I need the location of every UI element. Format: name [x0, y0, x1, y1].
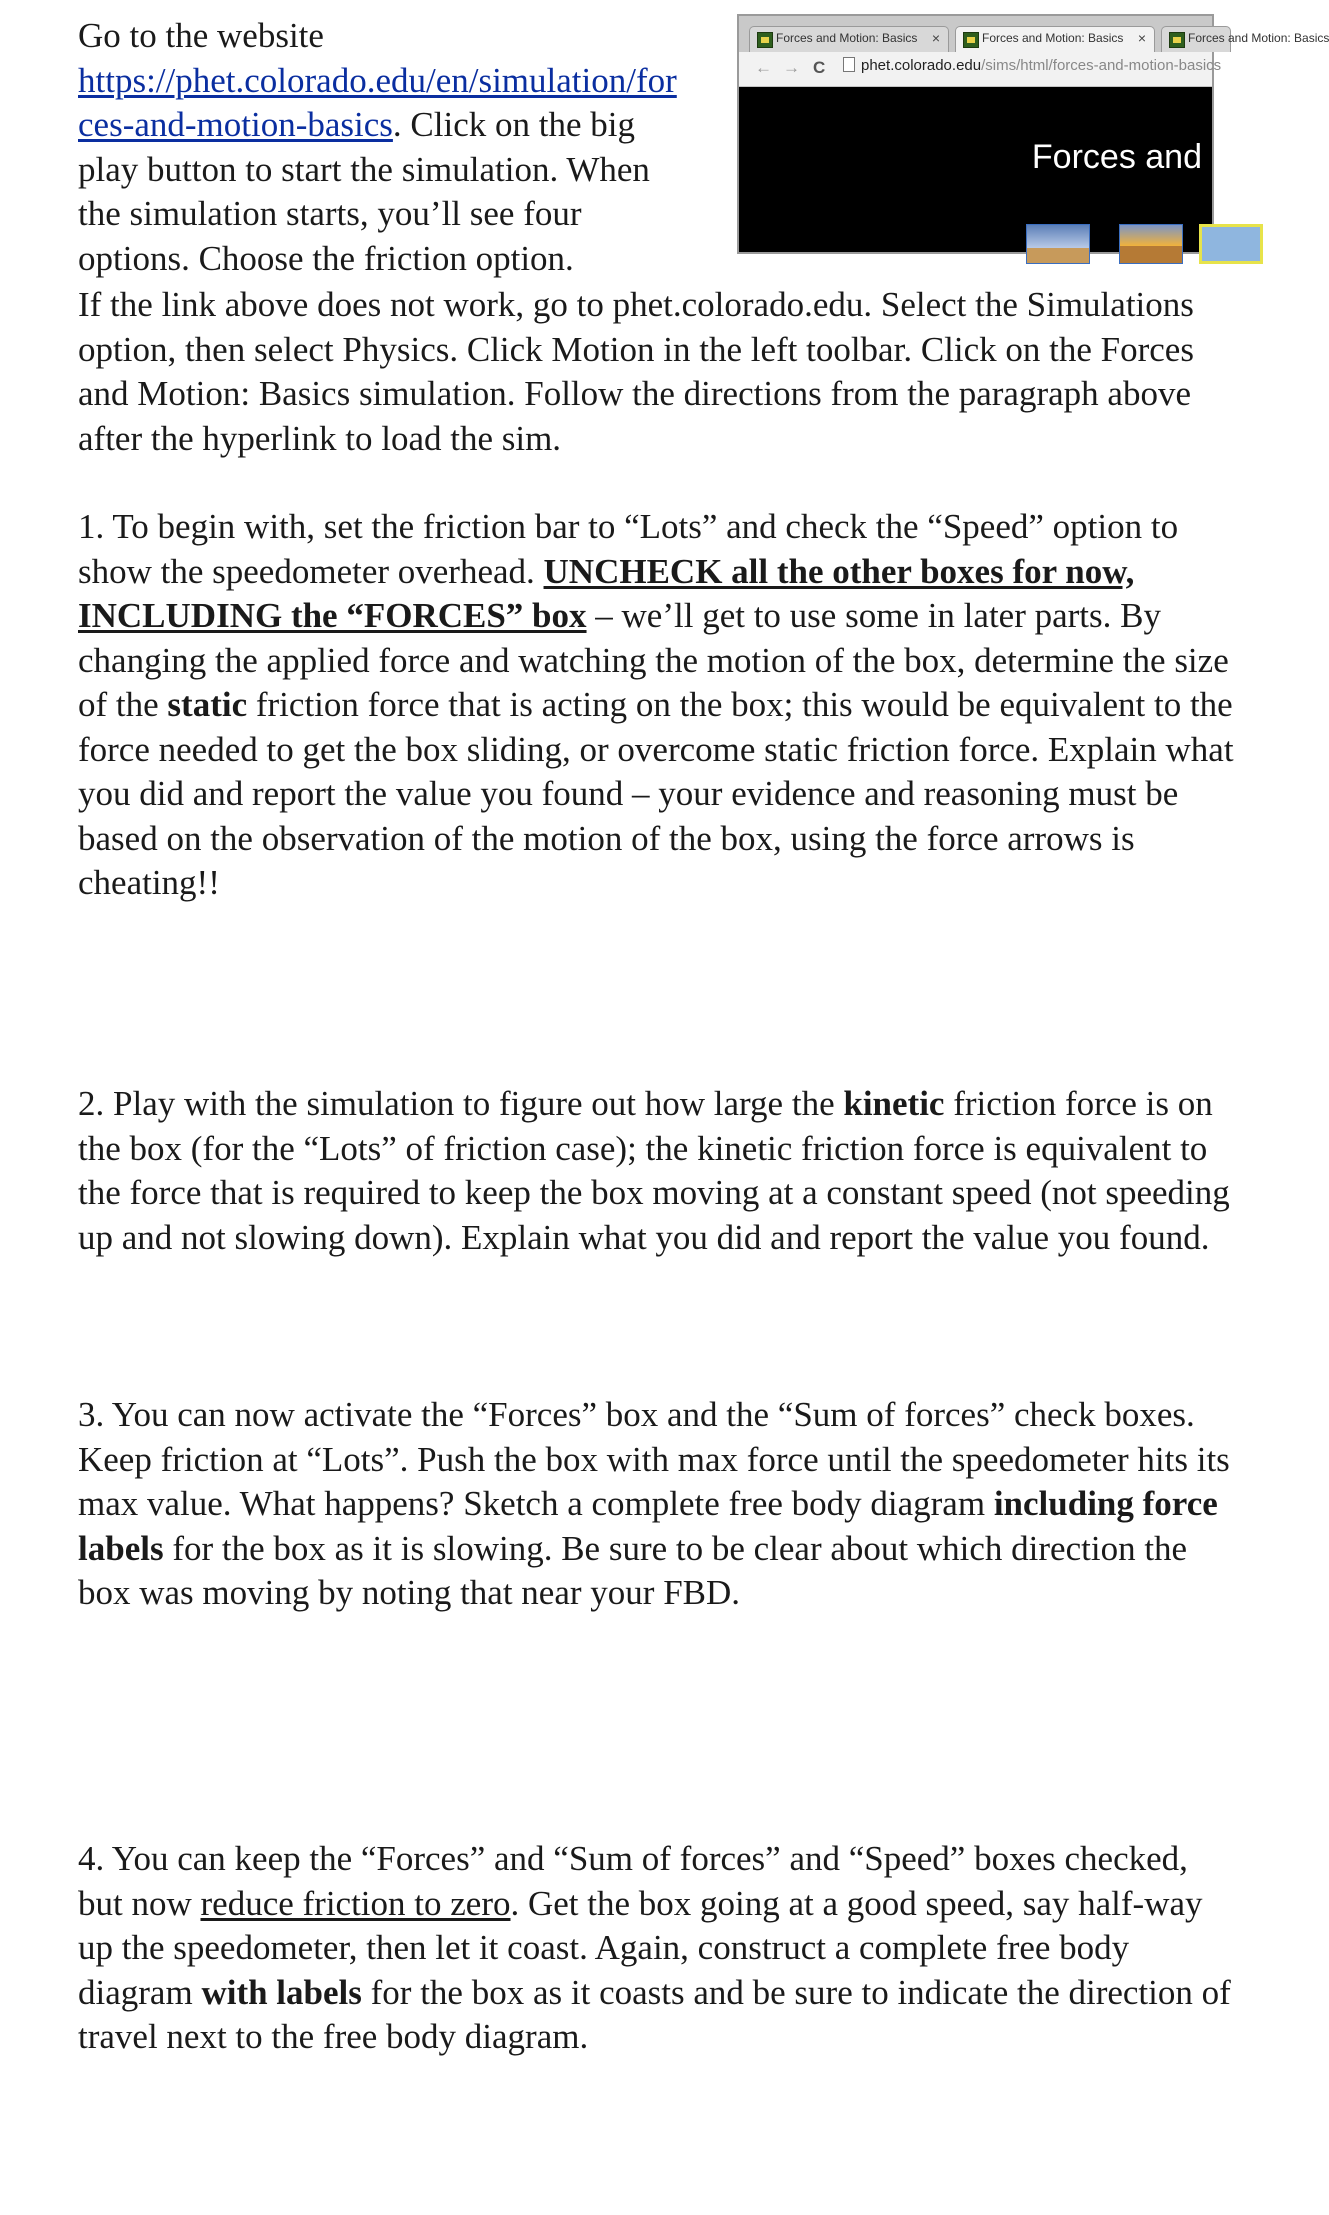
- question-text: for the box as it coasts and be sure to indicate the direction of travel next to the free body diagram.: [78, 1972, 1231, 2056]
- forward-arrow-icon: →: [783, 58, 800, 77]
- sim-thumbnail: [1119, 224, 1183, 264]
- reload-icon: C: [813, 58, 826, 77]
- browser-tab-label: Forces and Motion: Basics: [1188, 31, 1329, 45]
- question-emphasis: with labels: [201, 1972, 362, 2012]
- intro-line: Go to the website: [78, 16, 324, 55]
- sim-title: Forces and: [1031, 138, 1202, 176]
- sim-thumbnails: [739, 212, 1212, 256]
- browser-tab-3: [1161, 26, 1329, 52]
- question-emphasis: kinetic: [843, 1084, 945, 1123]
- question-text: 4. You can keep the “Forces” and “Sum of forces” and “Speed” boxes checked, but now: [78, 1839, 1188, 1923]
- intro-paragraph: [78, 14, 738, 281]
- phet-simulation-link-continued[interactable]: ces-and-motion-basics: [78, 105, 393, 144]
- close-icon: ×: [1137, 30, 1146, 46]
- phet-favicon-icon: [963, 32, 979, 48]
- intro-line: options. Choose the friction option.: [78, 238, 574, 278]
- question-underlined: reduce friction to zero: [200, 1883, 511, 1923]
- url-path: /sims/html/forces-and-motion-basics: [981, 57, 1222, 74]
- intro-line: the simulation starts, you’ll see four: [78, 194, 582, 233]
- back-arrow-icon: ←: [755, 58, 772, 77]
- phet-favicon-icon: [1169, 32, 1185, 48]
- browser-address-bar: [739, 52, 1222, 87]
- question-text: 1. To begin with, set the friction bar to “Lots” and check the “Speed” option to show the speedometer overhead.: [78, 507, 1179, 591]
- question-2: [78, 1082, 1238, 1260]
- question-4: [78, 1837, 1238, 2060]
- browser-tab-2: [955, 26, 1155, 52]
- question-text: – we’ll get to use some in later parts. By changing the applied force and watching the motion of the box, determine the size of the: [78, 596, 1229, 724]
- question-text: for the box as it is slowing. Be sure to be clear about which direction the box was moving by noting that near your FBD.: [78, 1528, 1188, 1612]
- question-1: [78, 505, 1238, 906]
- question-text: 2. Play with the simulation to figure out how large the: [78, 1084, 844, 1123]
- sim-thumbnail: [1199, 224, 1263, 264]
- browser-screenshot: [737, 14, 1329, 254]
- phet-favicon-icon: [757, 32, 773, 48]
- browser-tab-label: Forces and Motion: Basics: [982, 31, 1124, 45]
- question-3: [78, 1393, 1238, 1616]
- url-field: [843, 57, 1223, 81]
- intro-text-after-link: . Click on the big: [392, 105, 635, 144]
- question-text: friction force is on the box (for the “Lots” of friction case); the kinetic friction force is equivalent to the force that is required to keep the box moving at a constant speed (not speeding up and not slowing down). Explain what you did and report the value you found.: [78, 1084, 1230, 1257]
- question-emphasis-underlined: UNCHECK all the other boxes for now, INCLUDING the “FORCES” box: [78, 551, 1135, 635]
- url-host: phet.colorado.edu: [861, 57, 982, 74]
- browser-tab-label: Forces and Motion: Basics: [776, 31, 918, 45]
- phet-simulation-link[interactable]: https://phet.colorado.edu/en/simulation/for: [78, 60, 677, 100]
- sim-thumbnail: [1026, 224, 1090, 264]
- browser-tab-1: [749, 26, 949, 52]
- close-icon: ×: [931, 30, 940, 46]
- page-icon: [843, 57, 855, 72]
- question-text: friction force that is acting on the box; this would be equivalent to the force needed to get the box sliding, or overcome static friction force. Explain what you did and report the value you found – your evidence and reasoning must be based on the observation of the motion of the box, using the force arrows is cheating!!: [78, 685, 1234, 902]
- question-emphasis: including force labels: [78, 1484, 1218, 1568]
- intro-link-line: [78, 59, 738, 104]
- fallback-paragraph: If the link above does not work, go to phet.colorado.edu. Select the Simulations option, then select Physics. Click Motion in the left toolbar. Click on the Forces and Motion: Basics simulation. Follow the directions from the paragraph above after the hyperlink to load the sim.: [78, 285, 1194, 458]
- intro-line: play button to start the simulation. When: [78, 149, 650, 189]
- question-text: 3. You can now activate the “Forces” box and the “Sum of forces” check boxes. Keep friction at “Lots”. Push the box with max force until the speedometer hits its max value. What happens? Sketch a complete free body diagram: [78, 1395, 1230, 1523]
- intro-link-line-2: [78, 103, 738, 148]
- question-text: . Get the box going at a good speed, say half-way up the speedometer, then let it coast. Again, construct a complete free body diagram: [78, 1883, 1203, 2012]
- browser-tab-bar: [739, 16, 1329, 53]
- question-emphasis: static: [167, 685, 248, 724]
